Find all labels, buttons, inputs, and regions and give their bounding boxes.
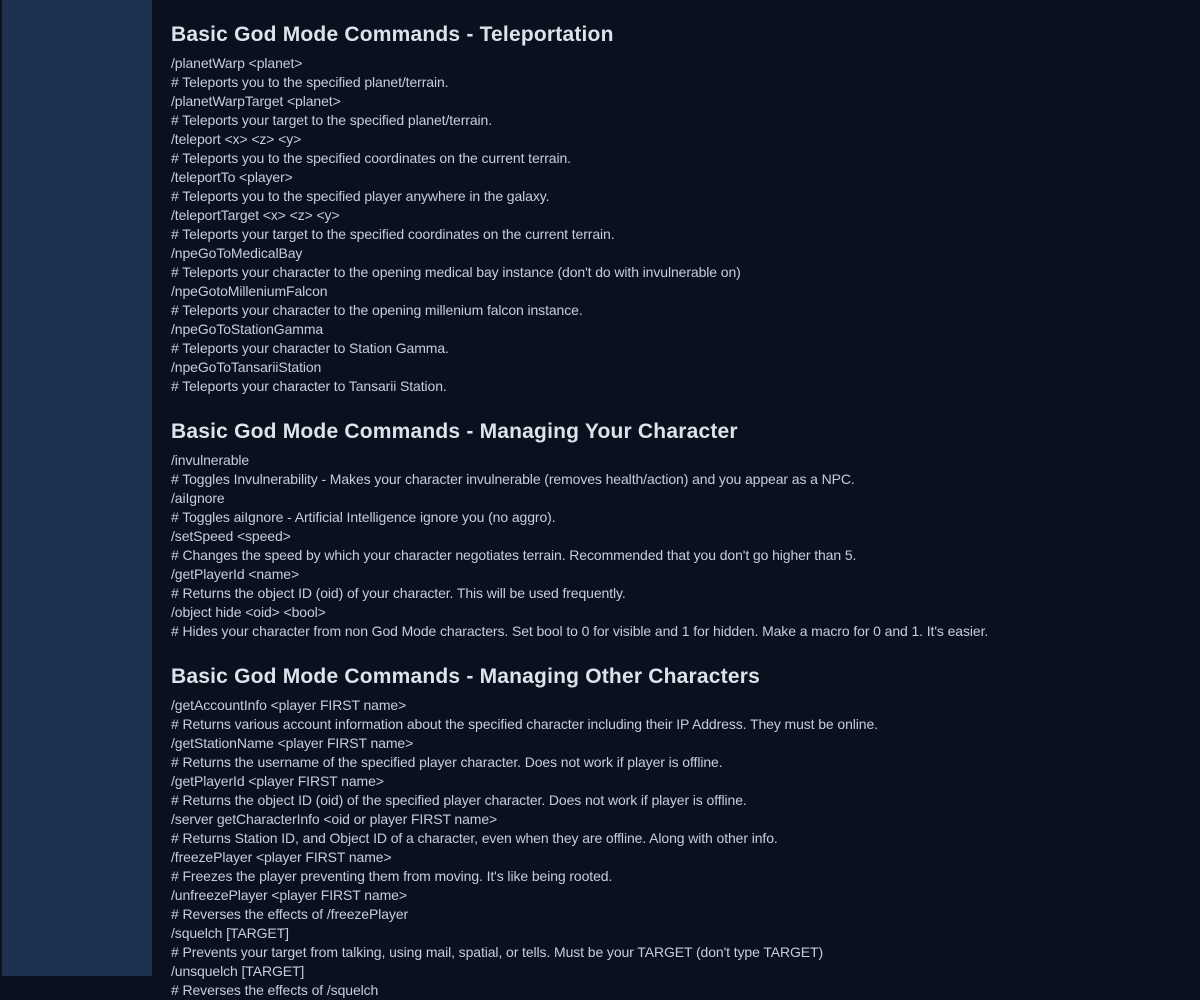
- command-line: /unfreezePlayer <player FIRST name>: [171, 887, 407, 903]
- section-title: Basic God Mode Commands - Managing Your Character: [171, 420, 738, 443]
- command-description-line: # Changes the speed by which your character negotiates terrain. Recommended that you don't go higher than 5.: [171, 547, 857, 563]
- command-description-line: # Prevents your target from talking, using mail, spatial, or tells. Must be your TARGET (don't type TARGET): [171, 944, 824, 960]
- command-line: /teleportTarget <x> <z> <y>: [171, 207, 340, 223]
- command-description-line: # Returns Station ID, and Object ID of a character, even when they are offline. Along with other info.: [171, 830, 778, 846]
- command-line: /server getCharacterInfo <oid or player FIRST name>: [171, 811, 498, 827]
- command-description-line: # Teleports you to the specified planet/terrain.: [171, 74, 449, 90]
- command-line: /getPlayerId <name>: [171, 566, 300, 582]
- command-description-line: # Reverses the effects of /squelch: [171, 982, 379, 998]
- command-line: /setSpeed <speed>: [171, 528, 291, 544]
- content-area: [152, 0, 1200, 998]
- command-line: /npeGoToTansariiStation: [171, 359, 322, 375]
- command-line: /aiIgnore: [171, 490, 225, 506]
- command-line: /planetWarp <planet>: [171, 55, 303, 71]
- sidebar: [2, 0, 152, 976]
- command-section: [171, 21, 1180, 396]
- command-line: /teleportTo <player>: [171, 169, 293, 185]
- command-line: /getStationName <player FIRST name>: [171, 735, 414, 751]
- command-description-line: # Teleports your character to the opening medical bay instance (don't do with invulnerable on): [171, 264, 741, 280]
- command-line: /planetWarpTarget <planet>: [171, 93, 341, 109]
- command-line: /squelch [TARGET]: [171, 925, 289, 941]
- command-line: /object hide <oid> <bool>: [171, 604, 326, 620]
- command-description-line: # Teleports your target to the specified planet/terrain.: [171, 112, 493, 128]
- command-line: /invulnerable: [171, 452, 250, 468]
- command-description-line: # Freezes the player preventing them from moving. It's like being rooted.: [171, 868, 613, 884]
- command-description-line: # Teleports you to the specified player anywhere in the galaxy.: [171, 188, 550, 204]
- command-line: /getAccountInfo <player FIRST name>: [171, 697, 407, 713]
- command-line: /teleport <x> <z> <y>: [171, 131, 302, 147]
- command-line: /getPlayerId <player FIRST name>: [171, 773, 384, 789]
- command-line: /unsquelch [TARGET]: [171, 963, 305, 979]
- command-description-line: # Toggles aiIgnore - Artificial Intelligence ignore you (no aggro).: [171, 509, 556, 525]
- command-description-line: # Reverses the effects of /freezePlayer: [171, 906, 409, 922]
- command-description-line: # Teleports your character to Tansarii Station.: [171, 378, 447, 394]
- command-description-line: # Teleports your character to Station Gamma.: [171, 340, 449, 356]
- command-description-line: # Teleports your character to the opening millenium falcon instance.: [171, 302, 583, 318]
- command-line: /npeGoToMedicalBay: [171, 245, 303, 261]
- command-description-line: # Returns the object ID (oid) of the specified player character. Does not work if player is offline.: [171, 792, 747, 808]
- section-title: Basic God Mode Commands - Managing Other Characters: [171, 665, 760, 688]
- command-description-line: # Returns various account information about the specified character including their IP Address. They must be online.: [171, 716, 878, 732]
- command-description-line: # Toggles Invulnerability - Makes your character invulnerable (removes health/action) and you appear as a NPC.: [171, 471, 855, 487]
- command-description-line: # Teleports you to the specified coordinates on the current terrain.: [171, 150, 571, 166]
- command-line: /npeGoToStationGamma: [171, 321, 324, 337]
- command-section: [171, 663, 1180, 1000]
- command-line: /npeGotoMilleniumFalcon: [171, 283, 328, 299]
- command-section: [171, 418, 1180, 641]
- command-description-line: # Hides your character from non God Mode characters. Set bool to 0 for visible and 1 for hidden. Make a macro for 0 and 1. It's easier.: [171, 623, 989, 639]
- command-description-line: # Returns the object ID (oid) of your character. This will be used frequently.: [171, 585, 626, 601]
- command-description-line: # Returns the username of the specified player character. Does not work if player is offline.: [171, 754, 723, 770]
- section-title: Basic God Mode Commands - Teleportation: [171, 23, 614, 46]
- command-line: /freezePlayer <player FIRST name>: [171, 849, 392, 865]
- command-description-line: # Teleports your target to the specified coordinates on the current terrain.: [171, 226, 615, 242]
